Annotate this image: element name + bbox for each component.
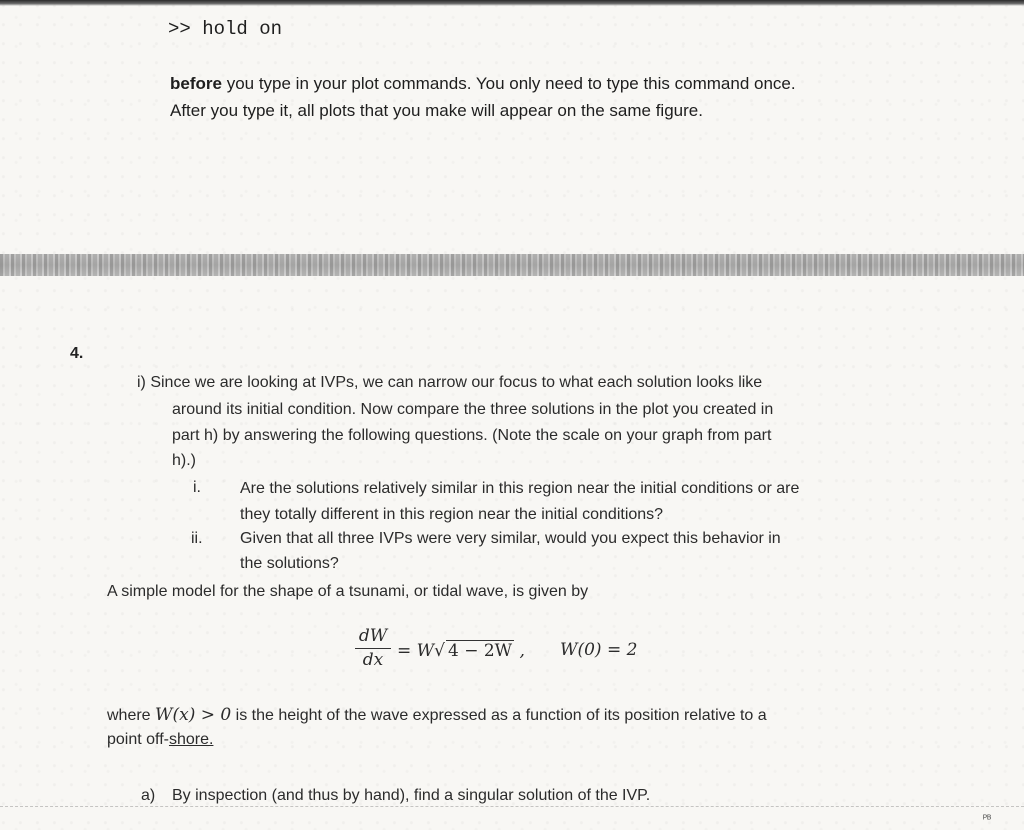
part-i-line-1: i) Since we are looking at IVPs, we can narrow our focus to what each solution looks like <box>137 374 763 391</box>
question-number: 4. <box>70 345 84 362</box>
tsunami-intro: A simple model for the shape of a tsunami, or tidal wave, is given by <box>107 583 589 600</box>
subquestion-label-i: i. <box>193 479 201 496</box>
note-line-1-text: you type in your plot commands. You only need to type this command once. <box>221 74 796 93</box>
derivative-numerator: dW <box>358 626 388 646</box>
rhs-prefix: = W <box>397 641 435 661</box>
note-line-1 <box>170 74 796 94</box>
where-line-2 <box>107 731 213 749</box>
note-line-2: After you type it, all plots that you make will appear on the same figure. <box>170 101 703 120</box>
subquestion-i-line-1: Are the solutions relatively similar in this region near the initial conditions or are <box>240 480 800 497</box>
part-a-text: By inspection (and thus by hand), find a singular solution of the IVP. <box>172 787 651 804</box>
subquestion-ii-line-2: the solutions? <box>240 555 339 572</box>
subquestion-ii-line-1: Given that all three IVPs were very similar, would you expect this behavior in <box>240 530 781 547</box>
scan-top-edge <box>0 0 1024 6</box>
height-condition: W(x) > 0 <box>155 705 232 725</box>
part-i-line-3: part h) by answering the following questions. (Note the scale on your graph from part <box>172 427 772 444</box>
rhs-suffix: , <box>514 641 525 661</box>
subquestion-i-line-2: they totally different in this region near the initial conditions? <box>240 506 664 523</box>
scan-bottom-line <box>0 806 1024 808</box>
equation-rhs <box>397 640 525 661</box>
derivative-fraction <box>355 626 391 670</box>
part-i-line-2: around its initial condition. Now compare the three solutions in the plot you created in <box>172 401 774 418</box>
differential-equation <box>355 626 655 676</box>
where-suffix: is the height of the wave expressed as a function of its position relative to a <box>231 707 767 724</box>
radicand: 4 − 2W <box>447 641 513 661</box>
where-line-1 <box>107 705 767 725</box>
part-i-line-4: h).) <box>172 452 196 469</box>
sqrt-sign: √ <box>434 641 445 661</box>
note-bold-word: before <box>170 74 222 93</box>
part-a-label: a) <box>141 787 156 804</box>
section-divider <box>0 254 1024 276</box>
subquestion-label-ii: ii. <box>191 530 203 547</box>
corner-mark: ᴾᴮ <box>983 814 992 825</box>
where-prefix: where <box>107 707 156 724</box>
fraction-bar <box>355 648 391 649</box>
where-line-2-prefix: point off- <box>107 731 169 748</box>
derivative-denominator: dx <box>362 650 384 670</box>
where-line-2-underlined: shore. <box>168 731 214 748</box>
matlab-command: >> hold on <box>168 18 283 40</box>
initial-condition: W(0) = 2 <box>560 640 638 660</box>
